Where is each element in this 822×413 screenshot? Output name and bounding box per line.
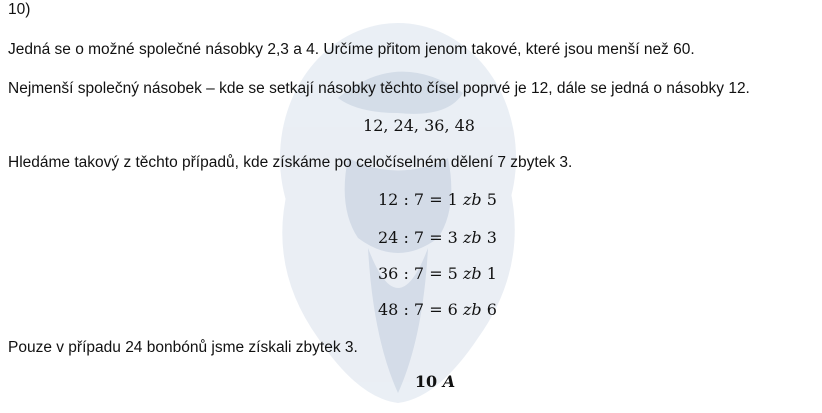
problem-number: 10) — [8, 1, 31, 18]
equation-row — [378, 300, 497, 320]
paragraph-conclusion: Pouze v případu 24 bonbónů jsme získali zbytek 3. — [8, 339, 358, 356]
equation-row — [378, 190, 497, 210]
equation-rest: 3 — [481, 228, 497, 247]
equation-lhs: 12 : 7 = 1 — [378, 190, 463, 209]
answer-letter: A — [442, 372, 456, 391]
paragraph-lcm: Nejmenší společný násobek – kde se setkají násobky těchto čísel poprvé je 12, dále se jedná o násobky 12. — [8, 80, 750, 97]
equation-zb: zb — [462, 300, 482, 319]
equation-lhs: 24 : 7 = 3 — [378, 228, 463, 247]
equation-rest: 5 — [481, 190, 497, 209]
answer-number: 10 — [414, 372, 443, 391]
final-answer — [0, 372, 822, 391]
equation-zb: zb — [462, 190, 482, 209]
equation-row — [378, 264, 497, 284]
multiples-list: 12, 24, 36, 48 — [363, 116, 475, 135]
equation-lhs: 48 : 7 = 6 — [378, 300, 463, 319]
equation-lhs: 36 : 7 = 5 — [378, 264, 463, 283]
equation-rest: 1 — [481, 264, 497, 283]
equation-rest: 6 — [481, 300, 497, 319]
equation-zb: zb — [462, 264, 482, 283]
paragraph-intro: Jedná se o možné společné násobky 2,3 a 4. Určíme přitom jenom takové, které jsou menší než 60. — [8, 41, 695, 58]
equation-row — [378, 228, 497, 248]
equation-zb: zb — [462, 228, 482, 247]
paragraph-search: Hledáme takový z těchto případů, kde získáme po celočíselném dělení 7 zbytek 3. — [8, 154, 573, 171]
